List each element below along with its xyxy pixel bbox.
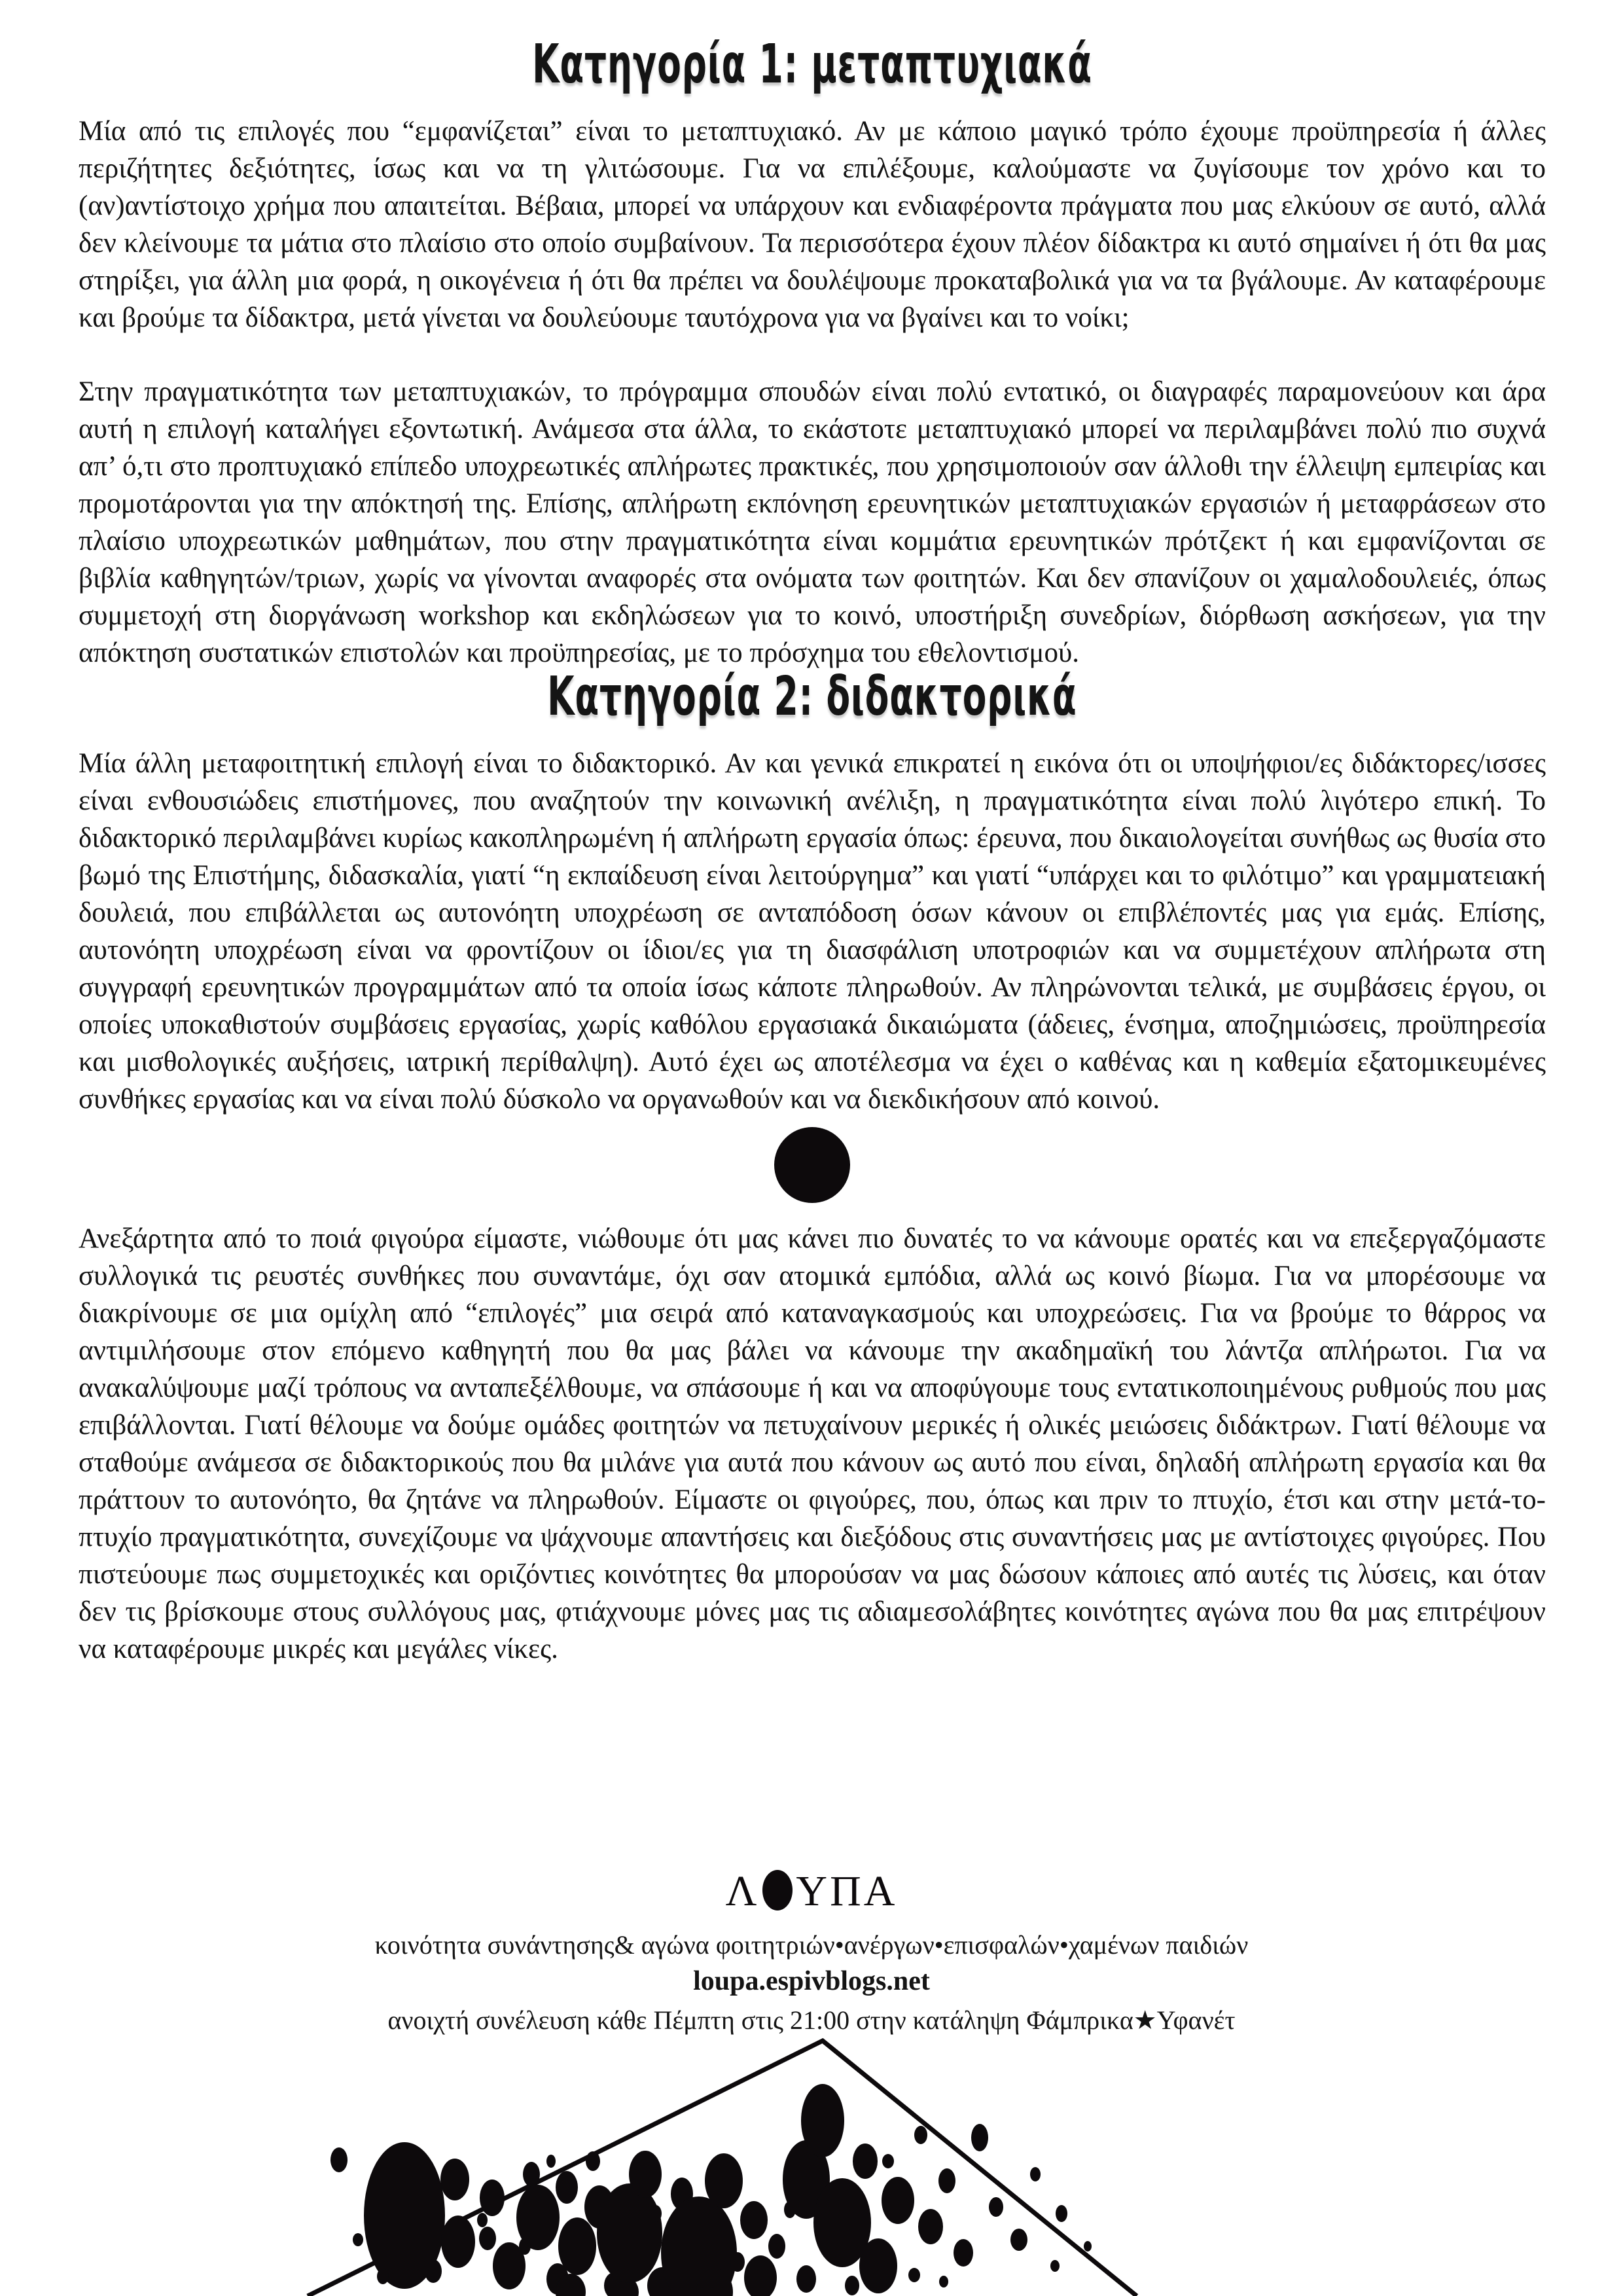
circle-divider-icon (774, 1127, 850, 1203)
category-2-heading (79, 664, 1546, 728)
org-name (0, 1867, 1623, 1916)
org-name-prefix: Λ (725, 1867, 760, 1915)
category-1-heading (79, 32, 1546, 96)
closing-paragraph: Ανεξάρτητα από το ποιά φιγούρα είμαστε, νιώθουμε ότι μας κάνει πιο δυνατές το να κάνουμε ορατές και να επεξεργαζόμαστε συλλογικά τις ρευστές συνθήκες που συναντάμε, όχι σαν ατομικά εμπόδια, αλλά ως κοινό βίωμα. Για να μπορέσουμε να διακρίνουμε σε μια ομίχλη από “επιλογές” μια σειρά από καταναγκασμούς και υποχρεώσεις. Για να βρούμε το θάρρος να αντιμιλήσουμε στον επόμενο καθηγητή που θα μας βάλει να κάνουμε την ακαδημαϊκή του λάντζα απλήρωτοι. Για να ανακαλύψουμε μαζί τρόπους να ανταπεξέλθουμε, να σπάσουμε ή και να αποφύγουμε τους εντατικοποιημένους ρυθμούς που μας επιβάλλονται. Γιατί θέλουμε να δούμε ομάδες φοιτητών να πετυχαίνουν μερικές ή ολικές μειώσεις διδάκτρων. Γιατί θέλουμε να σταθούμε ανάμεσα σε διδακτορικούς που θα μιλάνε για αυτά που κάνουν ως αυτό που είναι, δηλαδή απλήρωτη εργασία και θα πράττουν το αυτονόητο, θα ζητάνε να πληρωθούν. Είμαστε οι φιγούρες, που, όπως και πριν το πτυχίο, έτσι και στην μετά-το-πτυχίο πραγματικότητα, συνεχίζουμε να ψάχνουμε απαντήσεις και διεξόδους στις συναντήσεις μας με αντίστοιχες φιγούρες. Που πιστεύουμε πως συμμετοχικές και οριζόντιες κοινότητες θα μπορούσαν να μας δώσουν κάποιες από αυτές τις λύσεις, και όταν δεν τις βρίσκουμε στους συλλόγους μας, φτιάχνουμε μόνες μας τις αδιαμεσολάβητες κοινότητες αγώνα που θα μας επιτρέψουν να καταφέρουμε μικρές και μεγάλες νίκες. (79, 1223, 1546, 1664)
footer (0, 1867, 1623, 2036)
category-2-heading-text: Κατηγορία 2: διδακτορικά (547, 664, 1077, 728)
assembly-info: ανοιχτή συνέλευση κάθε Πέμπτη στις 21:00 στην κατάληψη Φάμπρικα★Υφανέτ (387, 2005, 1236, 2035)
category1-paragraph-2: Στην πραγματικότητα των μεταπτυχιακών, το πρόγραμμα σπουδών είναι πολύ εντατικό, οι διαγραφές παραμονεύουν και άρα αυτή η επιλογή καταλήγει εξοντωτική. Ανάμεσα στα άλλα, το εκάστοτε μεταπτυχιακό μπορεί να περιλαμβάνει πολύ πιο συχνά απ’ ό,τι στο προπτυχιακό επίπεδο υποχρεωτικές απλήρωτες πρακτικές, που χρησιμοποιούν σαν άλλοθι την έλλειψη εμπειρίας και προμοτάρονται για την απόκτησή της. Επίσης, απλήρωτη εκπόνηση ερευνητικών μεταπτυχιακών εργασιών ή μεταφράσεων στο πλαίσιο υποχρεωτικών μαθημάτων, που στην πραγματικότητα είναι κομμάτια ερευνητικών πρότζεκτ ή και εμφανίζονται σε βιβλία καθηγητών/τριων, χωρίς να γίνονται αναφορές στα ονόματα των φοιτητών. Και δεν σπανίζουν οι χαμαλοδουλειές, όπως συμμετοχή στη διοργάνωση workshop και εκδηλώσεων για το κοινό, υποστήριξη συνεδρίων, διόρθωση ασκήσεων, για την απόκτηση συστατικών επιστολών και προϋπηρεσίας, με το πρόσχημα του εθελοντισμού. (79, 376, 1546, 668)
org-tagline: κοινότητα συνάντησης& αγώνα φοιτητριών•ανέργων•επισφαλών•χαμένων παιδιών (374, 1930, 1249, 1960)
filled-o-lens-icon (762, 1870, 793, 1910)
flyer-body-text (79, 32, 1546, 1668)
org-name-suffix: ΥΠΑ (796, 1867, 898, 1915)
category1-paragraph-1: Μία από τις επιλογές που “εμφανίζεται” είναι το μεταπτυχιακό. Αν με κάποιο μαγικό τρόπο έχουμε προϋπηρεσία ή άλλες περιζήτητες δεξιότητες, ίσως και να τη γλιτώσουμε. Για να επιλέξουμε, καλούμαστε να ζυγίσουμε τον χρόνο και το (αν)αντίστοιχο χρήμα που απαιτείται. Βέβαια, μπορεί να υπάρχουν και ενδιαφέροντα πράγματα που μας ελκύουν σε αυτό, αλλά δεν κλείνουμε τα μάτια στο πλαίσιο στο οποίο συμβαίνουν. Τα περισσότερα έχουν πλέον δίδακτρα κι αυτό σημαίνει ή ότι θα μας στηρίξει, για άλλη μια φορά, η οικογένεια ή ότι θα πρέπει να δουλέψουμε προκαταβολικά για να τα βγάλουμε. Αν καταφέρουμε και βρούμε τα δίδακτρα, μετά γίνεται να δουλεύουμε ταυτόχρονα για να βγαίνει και το νοίκι; (79, 116, 1546, 333)
website-url: loupa.espivblogs.net (693, 1966, 930, 1996)
halftone-triangle-graphic (0, 2029, 1623, 2296)
category2-paragraph-1: Μία άλλη μεταφοιτητική επιλογή είναι το διδακτορικό. Αν και γενικά επικρατεί η εικόνα ότι οι υποψήφιοι/ες διδάκτορες/ισσες είναι ενθουσιώδεις επιστήμονες, που αναζητούν την κοινωνική ανέλιξη, η πραγματικότητα είναι πολύ λιγότερο επική. Το διδακτορικό περιλαμβάνει κυρίως κακοπληρωμένη ή απλήρωτη εργασία όπως: έρευνα, που δικαιολογείται συνήθως ως θυσία στο βωμό της Επιστήμης, διδασκαλία, γιατί “η εκπαίδευση είναι λειτούργημα” και γιατί “υπάρχει και το φιλότιμο” και γραμματειακή δουλειά, που επιβάλλεται ως αυτονόητη υποχρέωση σε ανταπόδοση όσων κάνουν οι επιβλέποντές μας για εμάς. Επίσης, αυτονόητη υποχρέωση είναι να φροντίζουν οι ίδιοι/ες για τη διασφάλιση υποτροφιών και να συμμετέχουν απλήρωτα στη συγγραφή ερευνητικών προγραμμάτων από τα οποία ίσως κάποτε πληρωθούν. Αν πληρώνονται τελικά, με συμβάσεις έργου, οι οποίες υποκαθιστούν συμβάσεις εργασίας, χωρίς καθόλου εργασιακά δικαιώματα (άδειες, ένσημα, αποζημιώσεις, προϋπηρεσία και μισθολογικές αυξήσεις, ιατρική περίθαλψη). Αυτό έχει ως αποτέλεσμα να έχει ο καθένας και η καθεμία εξατομικευμένες συνθήκες εργασίας και να είναι πολύ δύσκολο να οργανωθούν και να διεκδικήσουν από κοινού. (79, 748, 1546, 1115)
category-1-heading-text: Κατηγορία 1: μεταπτυχιακά (532, 32, 1092, 96)
halftone-dots (330, 2084, 1092, 2296)
